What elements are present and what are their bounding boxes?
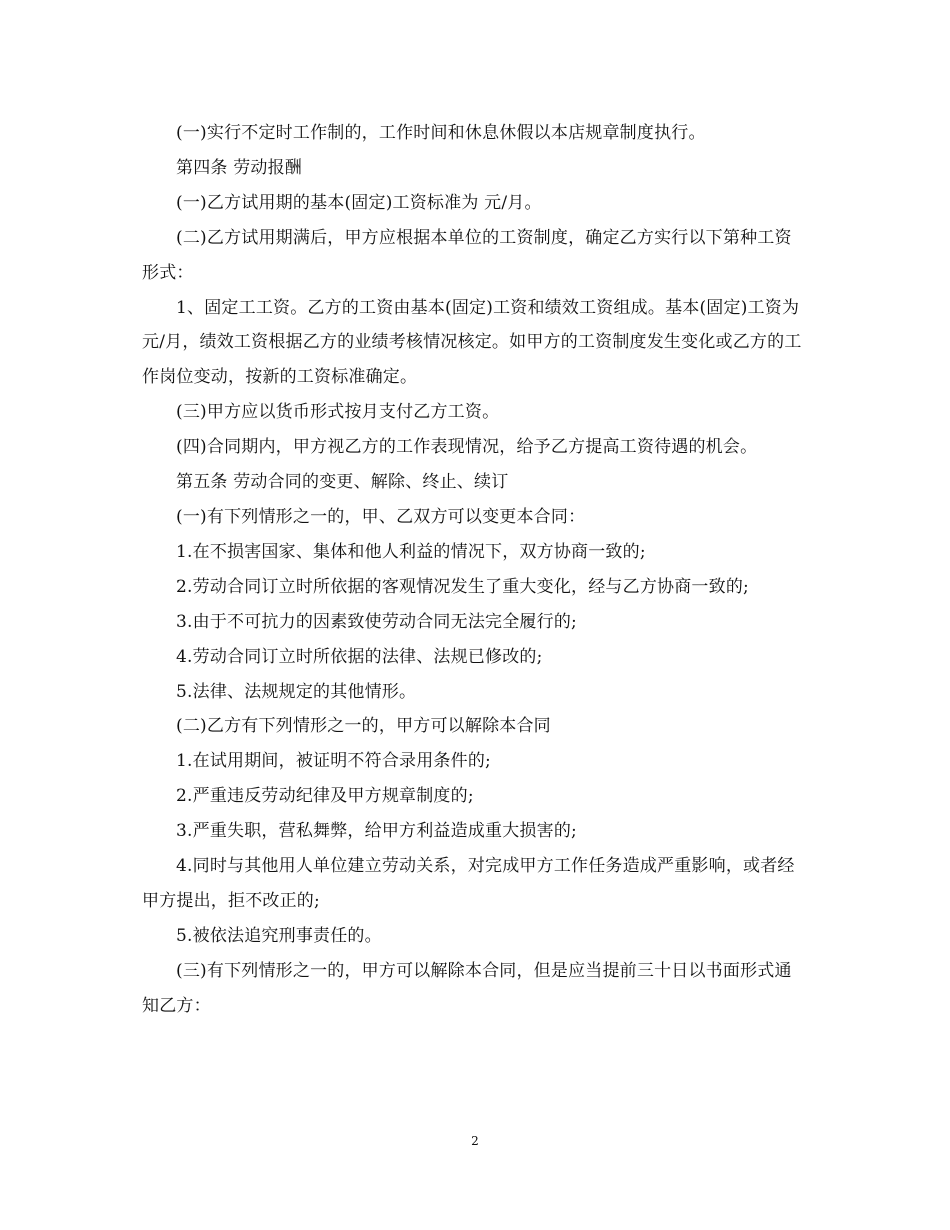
- paragraph-11: 2.劳动合同订立时所依据的客观情况发生了重大变化，经与乙方协商一致的;: [176, 576, 749, 597]
- paragraph-12: 3.由于不可抗力的因素致使劳动合同无法完全履行的;: [176, 611, 577, 632]
- paragraph-16: 1.在试用期间，被证明不符合录用条件的;: [176, 751, 491, 772]
- paragraph-14: 5.法律、法规规定的其他情形。: [176, 681, 417, 702]
- paragraph-4: (二)乙方试用期满后，甲方应根据本单位的工资制度，确定乙方实行以下第种工资形式：: [142, 227, 792, 283]
- paragraph-5: 1、固定工工资。乙方的工资由基本(固定)工资和绩效工资组成。基本(固定)工资为 元/月，绩效工资根据乙方的业绩考核情况核定。如甲方的工资制度发生变化或乙方的工作岗位变动，按新的工资标准确定。: [142, 297, 802, 388]
- article-4-heading: 第四条 劳动报酬: [176, 157, 303, 178]
- paragraph-19: 4.同时与其他用人单位建立劳动关系，对完成甲方工作任务造成严重影响，或者经甲方提出，拒不改正的;: [142, 856, 795, 911]
- paragraph-20: 5.被依法追究刑事责任的。: [176, 925, 382, 946]
- paragraph-13: 4.劳动合同订立时所依据的法律、法规已修改的;: [176, 646, 543, 667]
- paragraph-15: (二)乙方有下列情形之一的，甲方可以解除本合同: [176, 716, 551, 737]
- paragraph-9: (一)有下列情形之一的，甲、乙双方可以变更本合同：: [176, 506, 586, 527]
- paragraph-1: (一)实行不定时工作制的，工作时间和休息休假以本店规章制度执行。: [176, 123, 706, 143]
- document-body: [142, 116, 808, 1024]
- paragraph-21: (三)有下列情形之一的，甲方可以解除本合同，但是应当提前三十日以书面形式通知乙方：: [142, 960, 792, 1016]
- paragraph-7: (四)合同期内，甲方视乙方的工作表现情况，给予乙方提高工资待遇的机会。: [176, 437, 758, 458]
- paragraph-18: 3.严重失职，营私舞弊，给甲方利益造成重大损害的;: [176, 821, 577, 842]
- paragraph-6: (三)甲方应以货币形式按月支付乙方工资。: [176, 402, 500, 423]
- paragraph-3: (一)乙方试用期的基本(固定)工资标准为 元/月。: [176, 192, 542, 213]
- paragraph-10: 1.在不损害国家、集体和他人利益的情况下，双方协商一致的;: [176, 541, 646, 562]
- article-5-heading: 第五条 劳动合同的变更、解除、终止、续订: [176, 472, 509, 493]
- paragraph-17: 2.严重违反劳动纪律及甲方规章制度的;: [176, 786, 474, 807]
- page-number: 2: [471, 1134, 479, 1148]
